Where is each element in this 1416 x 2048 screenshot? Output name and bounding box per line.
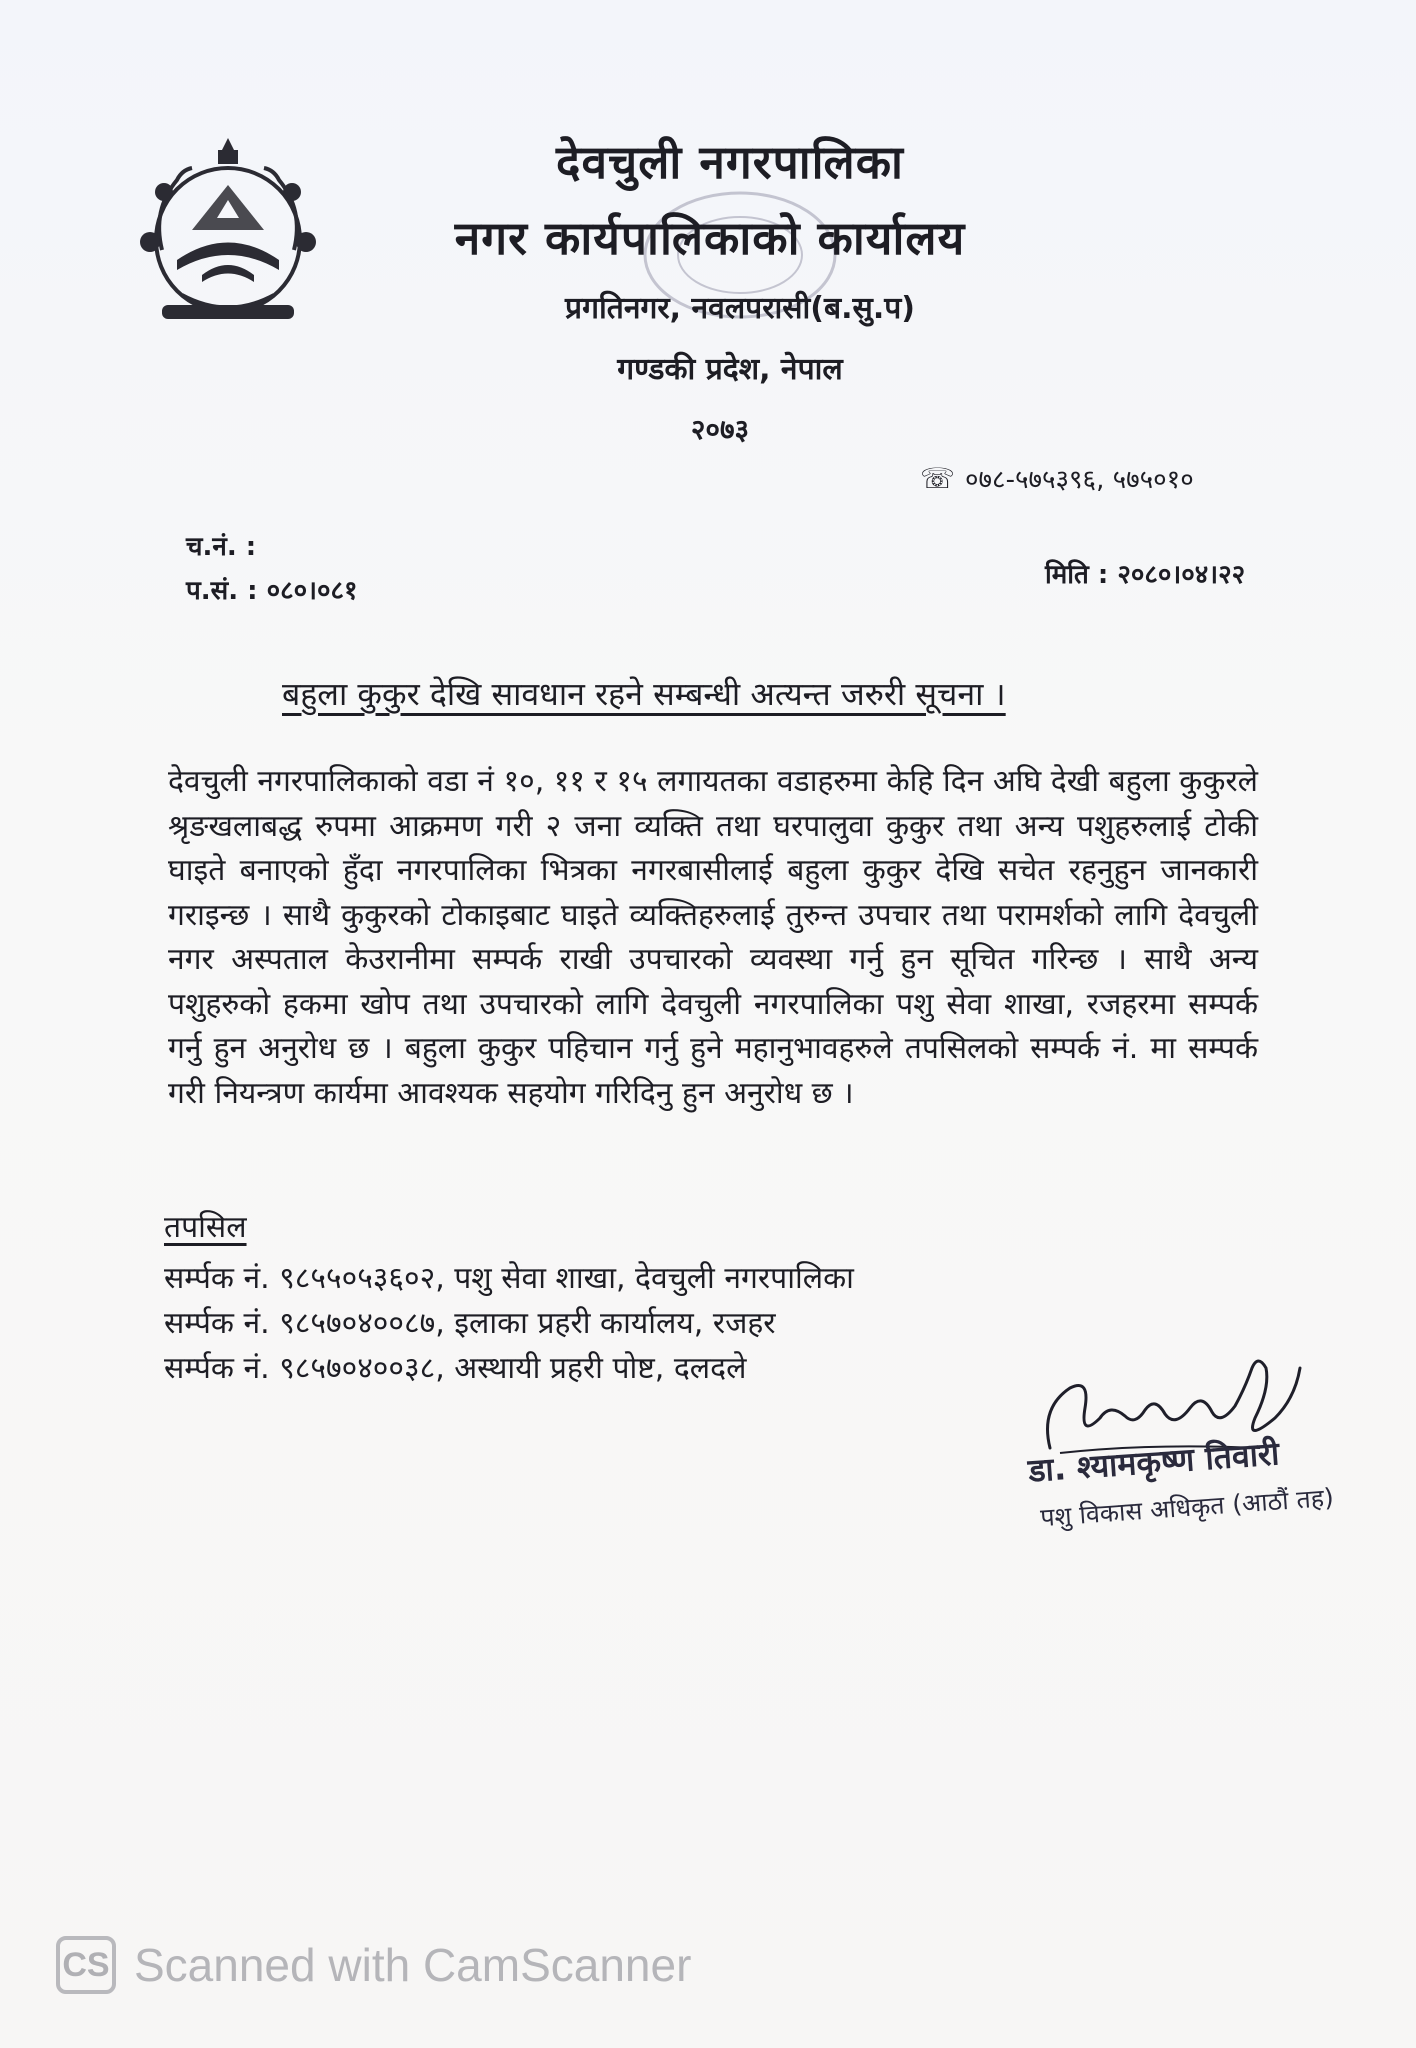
details-section xyxy=(164,1205,854,1391)
contact-line: सर्म्पक नं. ९८५७०४००८७, इलाका प्रहरी कार्यालय, रजहर xyxy=(164,1306,776,1341)
details-title: तपसिल xyxy=(164,1210,247,1245)
notice-body: देवचुली नगरपालिकाको वडा नं १०, ११ र १५ लगायतका वडाहरुमा केहि दिन अघि देखी बहुला कुकुरले श्रृङखलाबद्ध रुपमा आक्रमण गरी २ जना व्यक्ति तथा घरपालुवा कुकुर तथा अन्य पशुहरुलाई टोकी घाइते बनाएको हुँदा नगरपालिका भित्रका नगरबासीलाई बहुला कुकुर देखि सचेत रहनुहुन जानकारी गराइन्छ । साथै कुकुरको टोकाइबाट घाइते व्यक्तिहरुलाई तुरुन्त उपचार तथा परामर्शको लागि देवचुली नगर अस्पताल केउरानीमा सम्पर्क राखी उपचारको व्यवस्था गर्नु हुन सूचित गरिन्छ । साथै अन्य पशुहरुको हकमा खोप तथा उपचारको लागि देवचुली नगरपालिका पशु सेवा शाखा, रजहरमा सम्पर्क गर्नु हुन अनुरोध छ । बहुला कुकुर पहिचान गर्नु हुने महानुभावहरुले तपसिलको सम्पर्क नं. मा सम्पर्क गरी नियन्त्रण कार्यमा आवश्यक सहयोग गरिदिनु हुन अनुरोध छ । xyxy=(168,764,1258,1111)
watermark-text: Scanned with CamScanner xyxy=(134,1939,692,1991)
office-address: प्रगतिनगर, नवलपरासी(ब.सु.प) xyxy=(565,291,915,326)
office-name: नगर कार्यपालिकाको कार्यालय xyxy=(454,211,966,265)
nepal-emblem-icon xyxy=(122,130,334,342)
letter-date: मिति : २०८०।०४।२२ xyxy=(1045,560,1246,590)
chalani-number: च.नं. : xyxy=(186,532,257,562)
telephone-icon: ☏ xyxy=(920,462,956,495)
signer-designation: पशु विकास अधिकृत (आठौं तह) xyxy=(1039,1482,1335,1533)
camscanner-logo-icon: CS xyxy=(56,1936,116,1994)
camscanner-watermark xyxy=(56,1936,691,1994)
patra-sankhya: प.सं. : ०८०।०८१ xyxy=(186,576,358,606)
letterhead xyxy=(330,130,1090,448)
contact-line: सर्म्पक नं. ९८५५०५३६०२, पशु सेवा शाखा, देवचुली नगरपालिका xyxy=(164,1261,854,1296)
phone-line xyxy=(920,460,1194,496)
established-year: २०७३ xyxy=(690,413,750,446)
notice-subject: बहुला कुकुर देखि सावधान रहने सम्बन्धी अत्यन्त जरुरी सूचना । xyxy=(282,675,1006,713)
signer-name: डा. श्यामकृष्ण तिवारी xyxy=(1027,1434,1281,1490)
phone-numbers: ०७८-५७५३९६, ५७५०१० xyxy=(965,465,1194,495)
reference-block xyxy=(186,525,358,613)
contact-line: सर्म्पक नं. ९८५७०४००३८, अस्थायी प्रहरी पोष्ट, दलदले xyxy=(164,1351,747,1386)
organization-name: देवचुली नगरपालिका xyxy=(556,135,904,189)
province-country: गण्डकी प्रदेश, नेपाल xyxy=(617,352,843,387)
